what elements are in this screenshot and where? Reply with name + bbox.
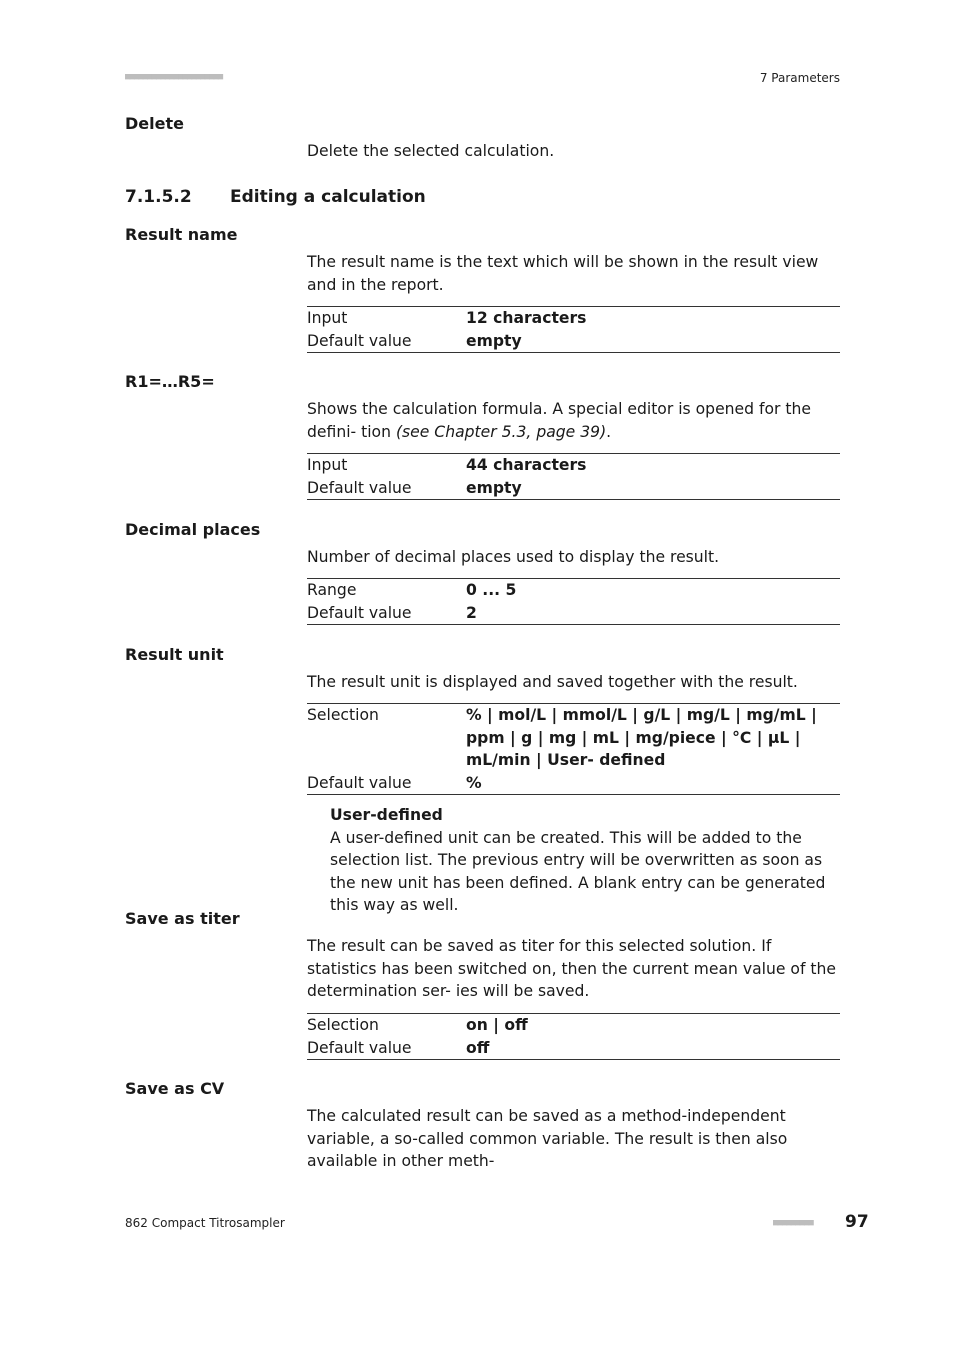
running-header: 7 Parameters — [759, 71, 840, 85]
user-defined-note — [330, 804, 840, 917]
note-title: User-defined — [330, 806, 443, 824]
param-heading-decimal-places: Decimal places — [125, 520, 261, 539]
section-number: 7.1.5.2 — [125, 187, 192, 207]
param-heading-delete: Delete — [125, 114, 184, 133]
formula-description — [307, 398, 840, 443]
formula-table — [307, 453, 840, 500]
param-heading-save-titer: Save as titer — [125, 909, 240, 928]
table-row — [307, 1037, 840, 1060]
row-key: Selection — [307, 1016, 379, 1034]
param-heading-formula: R1=…R5= — [125, 372, 215, 391]
row-key: Input — [307, 309, 348, 327]
footer-product: 862 Compact Titrosampler — [125, 1216, 285, 1230]
formula-text: Shows the calculation formula. A special editor is opened for the defini- tion — [307, 400, 811, 441]
table-row — [307, 477, 840, 500]
row-key: Default value — [307, 478, 412, 497]
row-value: % — [466, 773, 482, 792]
row-value: 0 ... 5 — [466, 581, 517, 599]
table-row — [307, 579, 840, 602]
result-unit-description: The result unit is displayed and saved together with the result. — [307, 673, 798, 691]
row-key: Input — [307, 456, 348, 474]
footer-decoration: ■■■■■■■■■ — [773, 1218, 813, 1228]
row-value: empty — [466, 478, 522, 497]
row-key: Default value — [307, 1038, 412, 1057]
row-value: 2 — [466, 603, 477, 622]
row-value: empty — [466, 331, 522, 350]
row-key: Default value — [307, 603, 412, 622]
result-name-description: The result name is the text which will be shown in the result view and in the report. — [307, 253, 819, 294]
table-row — [307, 704, 840, 772]
row-key: Range — [307, 581, 357, 599]
page-number: 97 — [845, 1212, 869, 1232]
decimal-places-description: Number of decimal places used to display the result. — [307, 548, 720, 566]
table-row — [307, 330, 840, 353]
formula-text-end: . — [606, 422, 612, 441]
section-heading — [125, 187, 426, 207]
row-value: 44 characters — [466, 456, 587, 474]
row-value: off — [466, 1038, 490, 1057]
decimal-places-table — [307, 578, 840, 625]
row-value: % | mol/L | mmol/L | g/L | mg/L | mg/mL | ppm | g | mg | mL | mg/piece | °C | µL | mL/min | User- defined — [466, 706, 817, 769]
table-row — [307, 602, 840, 625]
result-name-table — [307, 306, 840, 353]
row-key: Selection — [307, 706, 379, 724]
param-heading-result-name: Result name — [125, 225, 238, 244]
section-title: Editing a calculation — [230, 187, 426, 207]
save-titer-table — [307, 1013, 840, 1060]
table-row — [307, 307, 840, 330]
param-heading-save-cv: Save as CV — [125, 1079, 225, 1098]
row-key: Default value — [307, 331, 412, 350]
table-row — [307, 772, 840, 795]
table-row — [307, 1014, 840, 1037]
save-titer-description: The result can be saved as titer for this selected solution. If statistics has been switched on, then the current mean value of the determination ser- ies will be saved. — [307, 937, 836, 1000]
param-heading-result-unit: Result unit — [125, 645, 224, 664]
row-key: Default value — [307, 773, 412, 792]
note-text: A user-defined unit can be created. This will be added to the selection list. The previous entry will be overwritten as soon as the new unit has been defined. A blank entry can be generated this way as well. — [330, 828, 826, 914]
chapter-reference-link[interactable]: (see Chapter 5.3, page 39) — [395, 422, 607, 441]
save-cv-description: The calculated result can be saved as a method-independent variable, a so-called common variable. The result is then also available in other meth- — [307, 1107, 788, 1170]
row-value: 12 characters — [466, 309, 587, 327]
header-decoration: ■■■■■■■■■■■■■■■■■■■■■■ — [125, 72, 223, 82]
delete-description: Delete the selected calculation. — [307, 142, 555, 160]
table-row — [307, 454, 840, 477]
row-value: on | off — [466, 1016, 528, 1034]
result-unit-table — [307, 703, 840, 795]
